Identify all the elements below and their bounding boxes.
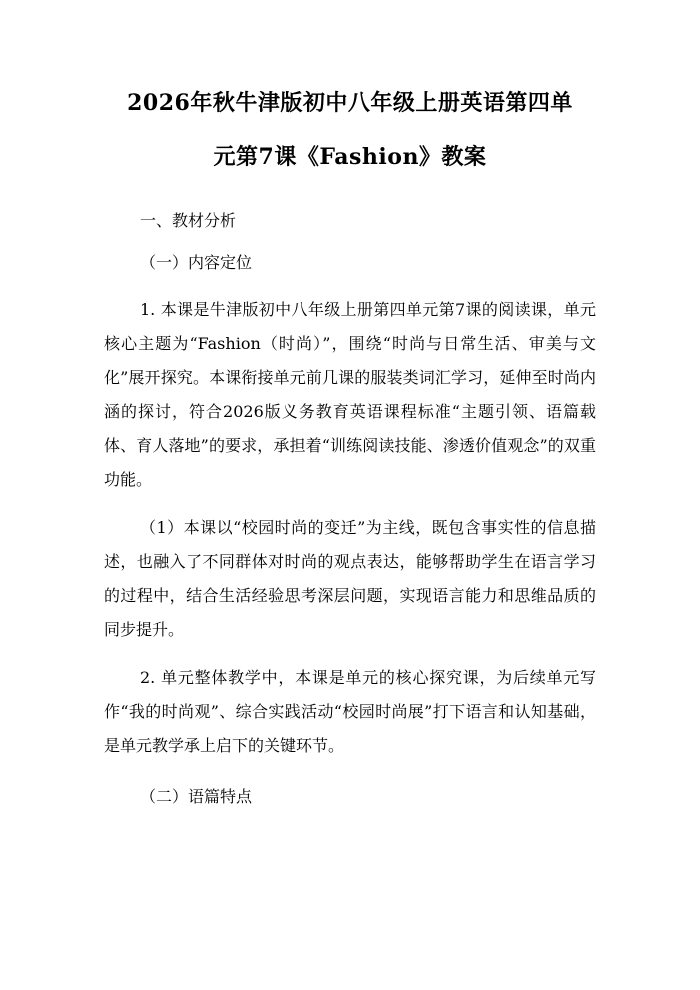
subsection-heading-content-positioning: （一）内容定位 (140, 253, 253, 272)
section-heading-textbook-analysis: 一、教材分析 (140, 211, 237, 230)
title-line-2: 元第7课《Fashion》教案 (213, 144, 487, 170)
subsection-heading-discourse-features: （二）语篇特点 (140, 787, 253, 806)
paragraph-2: 2. 单元整体教学中，本课是单元的核心探究课，为后续单元写作“我的时尚观”、综合实践活动“校园时尚展”打下语言和认知基础，是单元教学承上启下的关键环节。 (104, 668, 596, 755)
paragraph-1: 1. 本课是牛津版初中八年级上册第四单元第7课的阅读课，单元核心主题为“Fashion（时尚）”，围绕“时尚与日常生活、审美与文化”展开探究。本课衔接单元前几课的服装类词汇学习，延伸至时尚内涵的探讨，符合2026版义务教育英语课程标准“主题引领、语篇载体、育人落地”的要求，承担着“训练阅读技能、渗透价值观念”的双重功能。 (104, 300, 596, 489)
document-title (104, 85, 596, 175)
paragraph-1-sub-1: （1）本课以“校园时尚的变迁”为主线，既包含事实性的信息描述，也融入了不同群体对时尚的观点表达，能够帮助学生在语言学习的过程中，结合生活经验思考深层问题，实现语言能力和思维品质的同步提升。 (104, 518, 596, 639)
title-line-1: 2026年秋牛津版初中八年级上册英语第四单 (127, 90, 573, 116)
document-page (0, 85, 700, 990)
